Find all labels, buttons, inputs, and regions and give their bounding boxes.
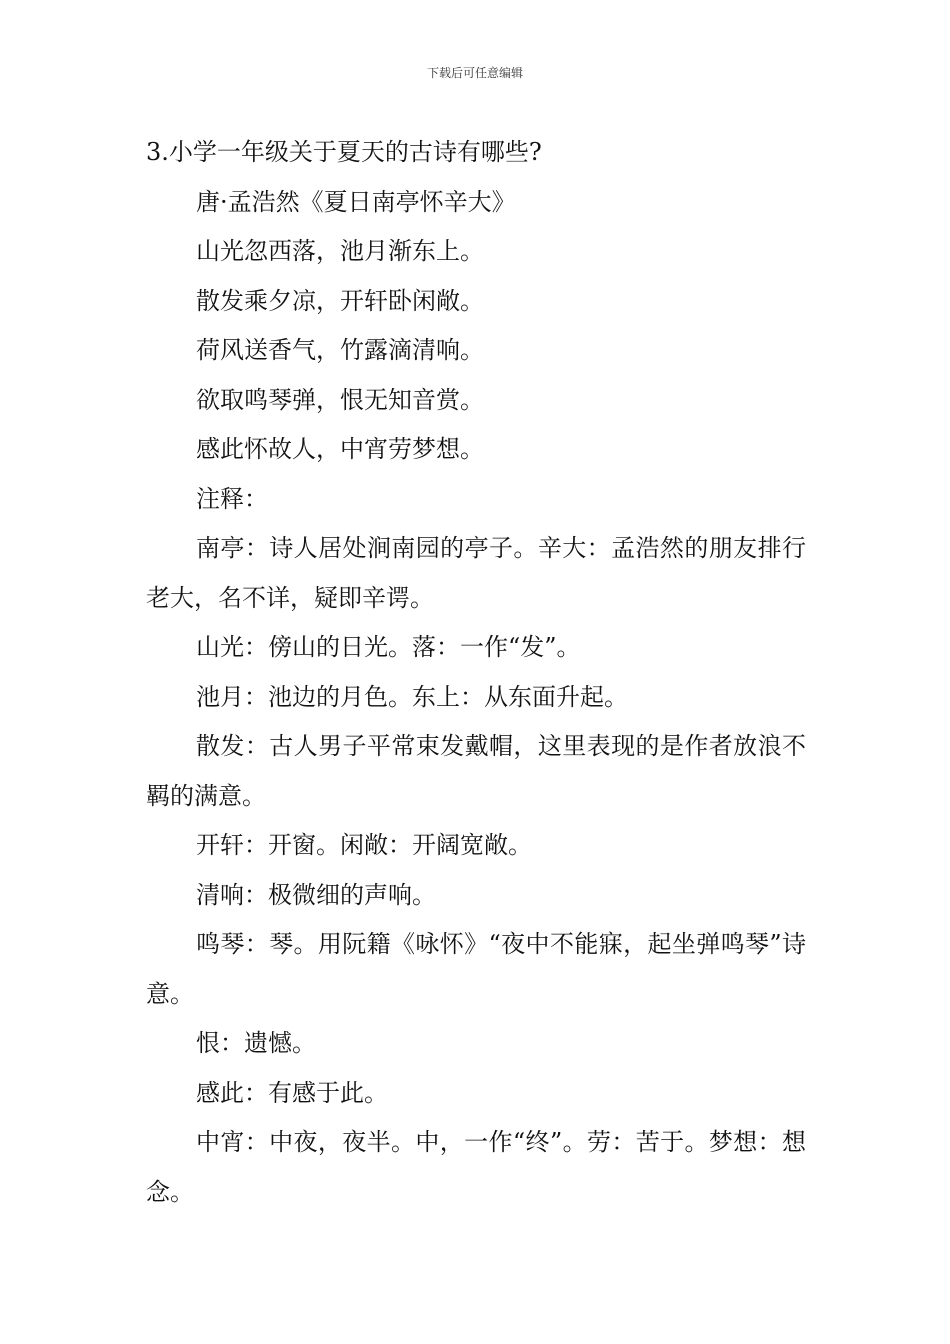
note-paragraph: 中宵：中夜，夜半。中，一作“终”。劳：苦于。梦想：想念。 xyxy=(146,1128,806,1206)
notes-heading: 注释： xyxy=(196,484,268,513)
document-body xyxy=(146,128,806,1217)
poem-line: 山光忽西落，池月渐东上。 xyxy=(196,237,484,265)
note-paragraph: 散发：古人男子平常束发戴帽，这里表现的是作者放浪不羁的满意。 xyxy=(146,732,806,810)
poem-line: 散发乘夕凉，开轩卧闲敞。 xyxy=(196,286,484,315)
page-header: 下载后可任意编辑 xyxy=(426,66,523,80)
note-paragraph: 南亭：诗人居处涧南园的亭子。辛大：孟浩然的朋友排行老大，名不详，疑即辛谔。 xyxy=(146,534,806,612)
note-paragraph: 恨：遗憾。 xyxy=(196,1029,316,1057)
poem-line: 荷风送香气，竹露滴清响。 xyxy=(196,336,484,364)
note-paragraph: 清响：极微细的声响。 xyxy=(196,880,436,909)
note-paragraph: 山光：傍山的日光。落：一作“发”。 xyxy=(196,633,581,661)
note-paragraph: 池月：池边的月色。东上：从东面升起。 xyxy=(196,682,628,711)
note-paragraph: 开轩：开窗。闲敞：开阔宽敞。 xyxy=(196,831,532,859)
question-heading: 3.小学一年级关于夏天的古诗有哪些? xyxy=(146,138,542,166)
note-paragraph: 感此：有感于此。 xyxy=(196,1078,388,1107)
note-paragraph: 鸣琴：琴。用阮籍《咏怀》“夜中不能寐，起坐弹鸣琴”诗意。 xyxy=(146,930,806,1008)
poem-line: 感此怀故人，中宵劳梦想。 xyxy=(196,435,484,463)
poem-line: 欲取鸣琴弹，恨无知音赏。 xyxy=(196,385,484,414)
poem-title: 唐·孟浩然《夏日南亭怀辛大》 xyxy=(196,187,516,216)
